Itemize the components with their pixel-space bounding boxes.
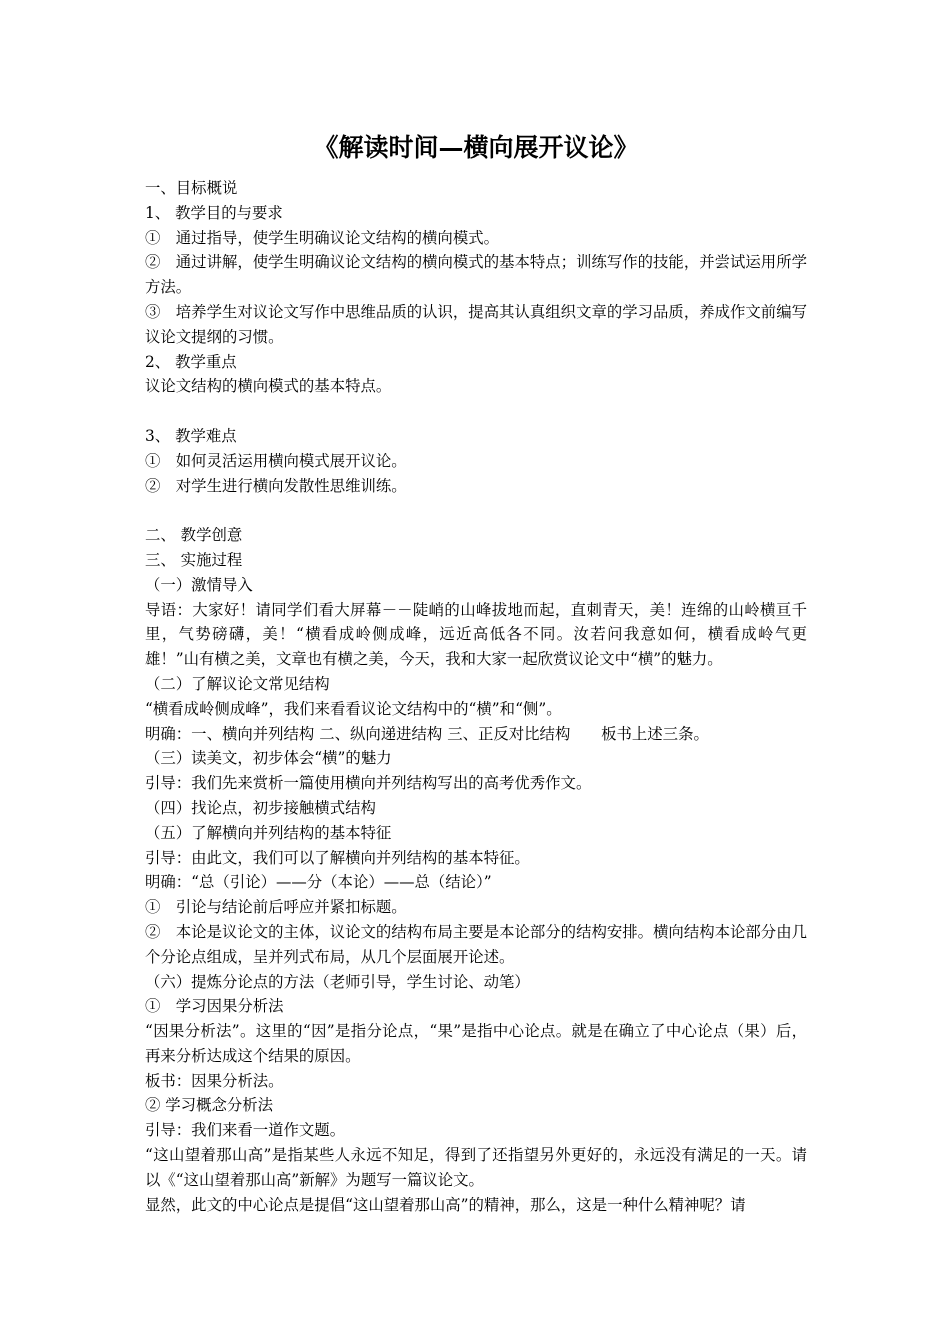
paragraph: 明确：一、横向并列结构 二、纵向递进结构 三、正反对比结构 板书上述三条。 [145, 724, 709, 743]
subsection-heading: 3、 教学难点 [145, 426, 237, 445]
step-heading: （三）读美文，初步体会“横”的魅力 [145, 749, 392, 768]
subsection-heading: 1、 教学目的与要求 [145, 203, 283, 222]
section-heading: 二、 教学创意 [145, 526, 243, 545]
document-body [145, 176, 807, 1217]
numbered-item: ③ 培养学生对议论文写作中思维品质的认识，提高其认真组织文章的学习品质，养成作文前编写议论文提纲的习惯。 [145, 302, 807, 346]
paragraph: 引导：我们来看一道作文题。 [145, 1121, 346, 1140]
paragraph: 议论文结构的横向模式的基本特点。 [145, 377, 392, 396]
paragraph: “这山望着那山高”是指某些人永远不知足，得到了还指望另外更好的，永远没有满足的一天。请以《“这山望着那山高”新解》为题写一篇议论文。 [145, 1146, 807, 1189]
numbered-item: ① 如何灵活运用横向模式展开议论。 [145, 451, 407, 470]
numbered-item: ① 引论与结论前后呼应并紧扣标题。 [145, 898, 407, 917]
paragraph: 引导：由此文，我们可以了解横向并列结构的基本特征。 [145, 848, 530, 867]
paragraph: 板书：因果分析法。 [145, 1071, 284, 1090]
section-heading: 一、目标概说 [145, 179, 238, 197]
numbered-item: ① 学习因果分析法 [145, 997, 284, 1016]
subsection-heading: 2、 教学重点 [145, 352, 237, 371]
paragraph: 引导：我们先来赏析一篇使用横向并列结构写出的高考优秀作文。 [145, 774, 592, 793]
step-heading: （四）找论点，初步接触横式结构 [145, 798, 376, 817]
paragraph: 显然，此文的中心论点是提倡“这山望着那山高”的精神，那么，这是一种什么精神呢？请 [145, 1195, 746, 1214]
step-heading: （六）提炼分论点的方法（老师引导，学生讨论、动笔） [145, 972, 530, 991]
step-heading: （二）了解议论文常见结构 [145, 674, 330, 693]
paragraph: “横看成岭侧成峰”，我们来看看议论文结构中的“横”和“侧”。 [145, 699, 562, 718]
document-title: 《解读时间—横向展开议论》 [313, 133, 639, 162]
paragraph: 明确：“总（引论）——分（本论）——总（结论）” [145, 873, 492, 892]
paragraph: “因果分析法”。这里的“因”是指分论点，“果”是指中心论点。就是在确立了中心论点（果）后，再来分析达成这个结果的原因。 [145, 1022, 807, 1065]
section-heading: 三、 实施过程 [145, 550, 243, 569]
paragraph: 导语：大家好！请同学们看大屏幕－－陡峭的山峰拔地而起，直刺青天，美！连绵的山岭横亘千里，气势磅礴，美！“横看成岭侧成峰，远近高低各不同。汝若问我意如何，横看成岭气更雄！”山有横之美，文章也有横之美，今天，我和大家一起欣赏议论文中“横”的魅力。 [145, 600, 807, 669]
numbered-item: ② 对学生进行横向发散性思维训练。 [145, 476, 407, 495]
step-heading: （一）激情导入 [145, 575, 253, 594]
blank-line [145, 498, 807, 523]
blank-line [145, 399, 807, 424]
numbered-item: ② 学习概念分析法 [145, 1096, 274, 1115]
numbered-item: ② 通过讲解，使学生明确议论文结构的横向模式的基本特点；训练写作的技能，并尝试运用所学方法。 [145, 253, 807, 297]
numbered-item: ① 通过指导，使学生明确议论文结构的横向模式。 [145, 228, 499, 247]
numbered-item: ② 本论是议论文的主体，议论文的结构布局主要是本论部分的结构安排。横向结构本论部分由几个分论点组成，呈并列式布局，从几个层面展开论述。 [145, 922, 807, 966]
step-heading: （五）了解横向并列结构的基本特征 [145, 823, 392, 842]
